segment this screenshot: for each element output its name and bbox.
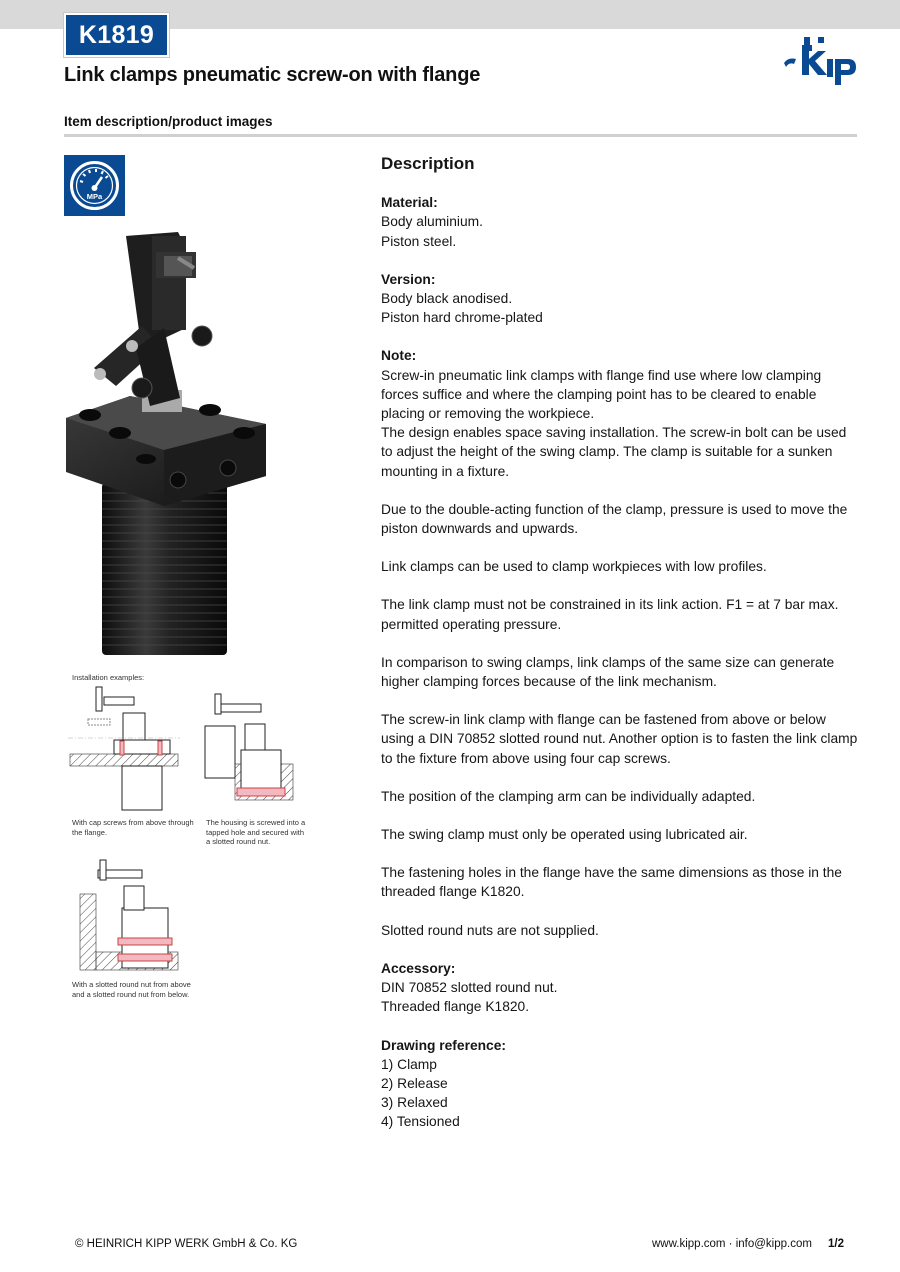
note-label: Note: — [381, 348, 417, 364]
product-photo — [60, 228, 280, 664]
accessory-line: DIN 70852 slotted round nut. — [381, 980, 558, 996]
version-label: Version: — [381, 271, 436, 287]
footer-copyright: © HEINRICH KIPP WERK GmbH & Co. KG — [75, 1238, 298, 1250]
note-paragraph: Link clamps can be used to clamp workpieces with low profiles. — [381, 559, 767, 575]
accessory-block — [381, 959, 861, 1017]
note-paragraph: Slotted round nuts are not supplied. — [381, 922, 599, 938]
material-line: Body aluminium. — [381, 214, 483, 230]
section-heading: Item description/product images — [64, 114, 273, 129]
footer-contact[interactable]: www.kipp.com · info@kipp.com — [652, 1238, 812, 1250]
drawing-reference-line: 3) Relaxed — [381, 1095, 448, 1111]
drawing-reference-line: 4) Tensioned — [381, 1114, 460, 1130]
product-code-badge: K1819 — [64, 13, 169, 57]
note-paragraph: Screw-in pneumatic link clamps with flange find use where low clamping forces suffice and where the clamping point has to be cleared to enable placing or removing the workpiece. The design enables space saving installation. The screw-in bolt can be used to adjust the height of the swing clamp. The clamp is suitable for a sunken mounting in a fixture. — [381, 367, 847, 479]
pressure-unit-label: MPa — [86, 192, 103, 201]
material-label: Material: — [381, 195, 438, 211]
material-block — [381, 193, 861, 251]
installation-drawing-3 — [78, 858, 180, 976]
accessory-line: Threaded flange K1820. — [381, 999, 530, 1015]
kipp-logo — [784, 37, 860, 93]
installation-drawing-1 — [68, 683, 180, 813]
note-paragraph: The fastening holes in the flange have the same dimensions as those in the threaded flange K1820. — [381, 865, 842, 900]
installation-caption-3: With a slotted round nut from above and a slotted round nut from below. — [72, 980, 191, 999]
installation-caption-2: The housing is screwed into a tapped hole and secured with a slotted round nut. — [206, 818, 306, 846]
material-line: Piston steel. — [381, 233, 457, 249]
drawing-reference-label: Drawing reference: — [381, 1037, 506, 1053]
description-heading: Description — [381, 154, 475, 173]
drawing-reference-block — [381, 1036, 861, 1132]
installation-caption-1: With cap screws from above through the flange. — [72, 818, 194, 837]
note-paragraph: The swing clamp must only be operated using lubricated air. — [381, 827, 748, 843]
note-block — [381, 346, 861, 939]
section-divider — [64, 134, 857, 137]
page-title: Link clamps pneumatic screw-on with flange — [64, 64, 481, 86]
pressure-gauge-icon — [64, 155, 125, 216]
installation-label: Installation examples: — [72, 673, 145, 682]
version-line: Piston hard chrome-plated — [381, 310, 543, 326]
note-paragraph: In comparison to swing clamps, link clamps of the same size can generate higher clamping forces because of the link mechanism. — [381, 654, 835, 690]
drawing-reference-line: 1) Clamp — [381, 1056, 437, 1072]
version-block — [381, 270, 861, 328]
installation-drawing-2 — [203, 690, 295, 814]
description-column — [381, 154, 861, 1151]
accessory-label: Accessory: — [381, 960, 456, 976]
note-paragraph: The screw-in link clamp with flange can be fastened from above or below using a DIN 70852 slotted round nut. Another option is to fasten the link clamp to the fixture from above using four cap screws. — [381, 712, 858, 766]
drawing-reference-line: 2) Release — [381, 1075, 448, 1091]
note-paragraph: The link clamp must not be constrained in its link action. F1 = at 7 bar max. permitted operating pressure. — [381, 597, 839, 632]
page-number: 1/2 — [828, 1238, 844, 1250]
note-paragraph: Due to the double-acting function of the clamp, pressure is used to move the piston downwards and upwards. — [381, 501, 848, 537]
version-line: Body black anodised. — [381, 291, 513, 307]
note-paragraph: The position of the clamping arm can be individually adapted. — [381, 788, 756, 804]
